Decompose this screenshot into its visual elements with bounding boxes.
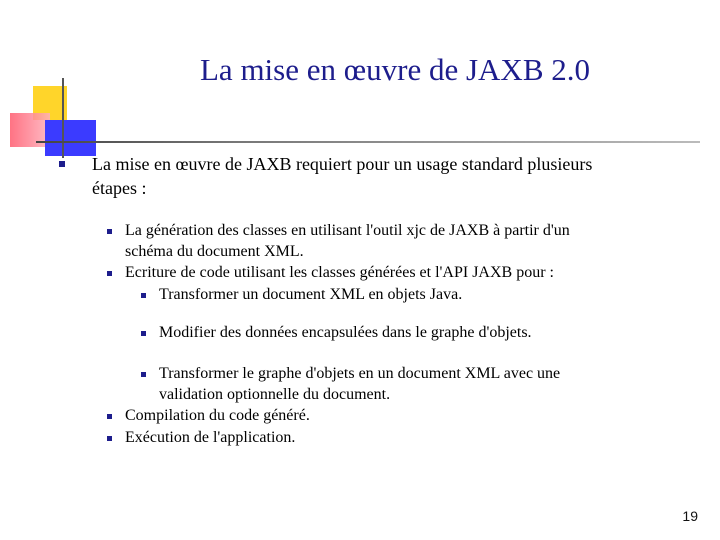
sub-bullet-3-line1: Compilation du code généré. — [125, 407, 310, 424]
sub-sub-bullet-3-line1: Transformer le graphe d'objets en un document XML avec une — [159, 365, 561, 382]
sub-bullet-1-line1: La génération des classes en utilisant l'outil xjc de JAXB à partir d'un — [125, 222, 570, 239]
main-bullet-line2: étapes : — [92, 178, 147, 198]
sub-sub-bullet-2-line1: Modifier des données encapsulées dans le graphe d'objets. — [159, 324, 532, 341]
sub-sub-bullet-3-line2: validation optionnelle du document. — [159, 386, 391, 403]
bullet-icon — [107, 414, 112, 419]
bullet-icon — [141, 293, 146, 298]
bullet-icon — [107, 436, 112, 441]
page-number: 19 — [682, 508, 698, 524]
bullet-icon — [107, 271, 112, 276]
sub-sub-bullet-1-line1: Transformer un document XML en objets Java. — [159, 286, 463, 303]
decor-blue-square — [45, 120, 96, 156]
bullet-icon — [107, 229, 112, 234]
sub-bullet-2-line1: Ecriture de code utilisant les classes générées et l'API JAXB pour : — [125, 264, 554, 281]
main-bullet-line1: La mise en œuvre de JAXB requiert pour un usage standard plusieurs — [92, 154, 593, 174]
bullet-icon — [59, 161, 65, 167]
bullet-icon — [141, 331, 146, 336]
bullet-icon — [141, 372, 146, 377]
sub-bullet-4-line1: Exécution de l'application. — [125, 429, 296, 446]
title-underline — [36, 141, 700, 143]
sub-bullet-1-line2: schéma du document XML. — [125, 243, 304, 260]
slide-title: La mise en œuvre de JAXB 2.0 — [200, 52, 590, 87]
